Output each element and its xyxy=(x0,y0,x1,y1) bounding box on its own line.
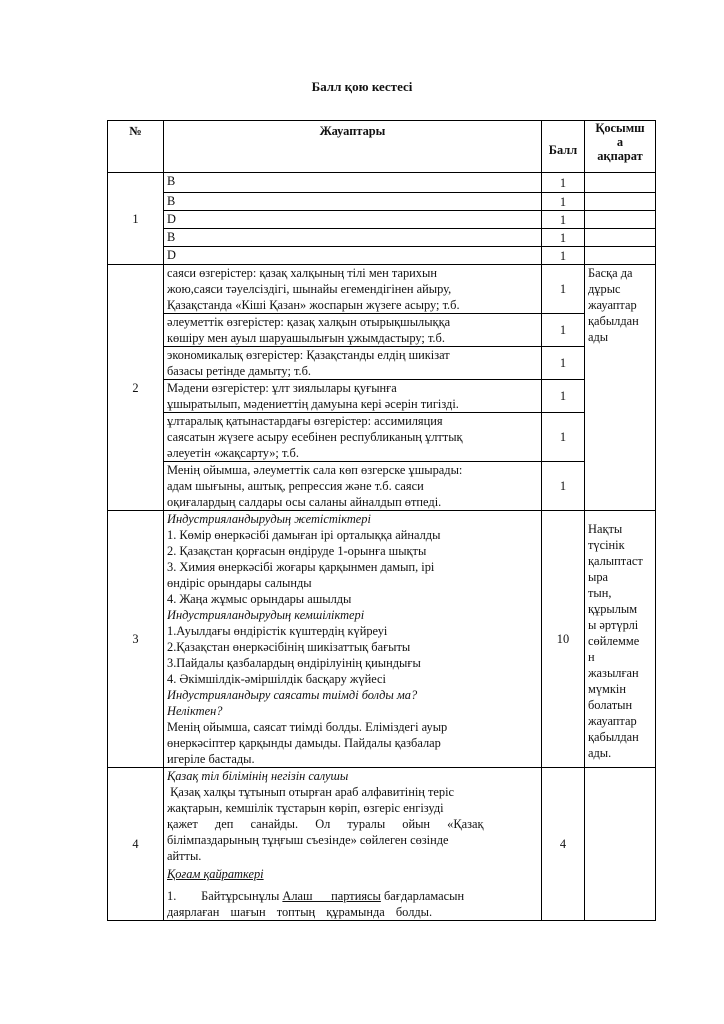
score-cell: 1 xyxy=(542,314,585,347)
extra-line: жауаптар xyxy=(588,298,637,312)
answer-cell xyxy=(164,347,542,380)
table-header-row xyxy=(108,121,656,173)
answer-line: ұлтаралық қатынастардағы өзгерістер: ассимиляция xyxy=(167,414,443,428)
score-cell: 1 xyxy=(542,211,585,229)
table-row xyxy=(108,511,656,768)
extra-cell xyxy=(585,265,656,511)
extra-line: ыра xyxy=(588,570,609,584)
header-additional-info xyxy=(585,121,656,173)
extra-line: Басқа да xyxy=(588,266,633,280)
answer-cell: B xyxy=(164,173,542,193)
extra-cell xyxy=(585,173,656,193)
score-cell: 1 xyxy=(542,247,585,265)
list-item-prefix: 1. Байтұрсынұлы xyxy=(167,889,283,903)
extra-line: мүмкін xyxy=(588,682,626,696)
question-number: 3 xyxy=(108,511,164,768)
extra-cell xyxy=(585,768,656,921)
answer-line xyxy=(167,888,538,904)
table-row xyxy=(108,380,656,413)
extra-line: ады. xyxy=(588,746,612,760)
answer-line: саясатын жүзеге асыру есебінен республиканың ұлттық xyxy=(167,430,463,444)
answer-line: 1.Ауылдағы өндірістік күштердің күйреуі xyxy=(167,624,388,638)
header-answers: Жауаптары xyxy=(164,121,542,173)
question-number: 1 xyxy=(108,173,164,265)
answer-cell: D xyxy=(164,211,542,229)
score-cell: 1 xyxy=(542,173,585,193)
answer-line: әлеуметтік өзгерістер: қазақ халқын отырықшылыққа xyxy=(167,315,451,329)
table-row xyxy=(108,314,656,347)
answer-line: игеріле бастады. xyxy=(167,752,255,766)
list-item-suffix: бағдарламасын xyxy=(380,889,465,903)
answer-cell xyxy=(164,413,542,462)
answer-line: адам шығыны, аштық, репрессия және т.б. саяси xyxy=(167,479,424,493)
answer-heading: Неліктен? xyxy=(167,704,223,718)
header-number: № xyxy=(108,121,164,173)
table-row xyxy=(108,413,656,462)
answer-line: Менің ойымша, әлеуметтік сала көп өзгерске ұшырады: xyxy=(167,463,463,477)
table-row xyxy=(108,229,656,247)
answer-line: 4. Әкімшілдік-әміршілдік басқару жүйесі xyxy=(167,672,386,686)
table-row xyxy=(108,265,656,314)
extra-line: Нақты xyxy=(588,522,623,536)
score-cell: 1 xyxy=(542,413,585,462)
answer-cell xyxy=(164,314,542,347)
score-cell: 10 xyxy=(542,511,585,768)
score-cell: 1 xyxy=(542,347,585,380)
answer-line: білімпаздарының тұңғыш съезінде» сөйлеген сөзінде xyxy=(167,833,449,847)
extra-line: н xyxy=(588,650,595,664)
answer-line: экономикалық өзгерістер: Қазақстанды елдің шикізат xyxy=(167,348,450,362)
alash-party-link-text: Алаш партиясы xyxy=(282,889,381,903)
answer-line: жақтарын, кемшілік тұстарын көріп, өзгеріс енгізуді xyxy=(167,801,444,815)
scoring-table xyxy=(107,120,656,921)
answer-line: 3. Химия өнеркәсібі жоғары қарқынмен дамып, ірі xyxy=(167,560,435,574)
score-cell: 1 xyxy=(542,193,585,211)
answer-heading: Қазақ тіл білімінің негізін салушы xyxy=(167,769,349,783)
extra-line: қалыптаст xyxy=(588,554,643,568)
page-title: Балл қою кестесі xyxy=(311,79,413,94)
table-row xyxy=(108,768,656,921)
score-cell: 4 xyxy=(542,768,585,921)
answer-line: Қазақстанда «Кіші Қазан» жоспарын жүзеге асыру; т.б. xyxy=(167,298,460,312)
extra-cell xyxy=(585,511,656,768)
answer-cell: B xyxy=(164,193,542,211)
answer-line: әлеуетін «жақсарту»; т.б. xyxy=(167,446,299,460)
table-row xyxy=(108,462,656,511)
answer-line: қажет деп санайды. Ол туралы ойын «Қазақ xyxy=(167,817,484,831)
score-cell: 1 xyxy=(542,462,585,511)
answer-line: 3.Пайдалы қазбалардың өндірілуінің қиындығы xyxy=(167,656,421,670)
answer-line: 2. Қазақстан қорғасын өндіруде 1-орынға шықты xyxy=(167,544,427,558)
header-extra-line: ақпарат xyxy=(597,149,643,163)
table-row xyxy=(108,247,656,265)
extra-line: қабылдан xyxy=(588,314,639,328)
extra-line: дұрыс xyxy=(588,282,621,296)
table-row xyxy=(108,211,656,229)
question-number: 4 xyxy=(108,768,164,921)
extra-line: ады xyxy=(588,330,609,344)
score-cell: 1 xyxy=(542,380,585,413)
answer-line: көшіру мен ауыл шаруашылығын ұжымдастыру; т.б. xyxy=(167,331,445,345)
extra-line: ы әртүрлі xyxy=(588,618,639,632)
answer-line: өндіріс орындары салынды xyxy=(167,576,312,590)
extra-line: тын, xyxy=(588,586,612,600)
answer-line: 1. Көмір өнеркәсібі дамыған ірі орталыққа айналды xyxy=(167,528,441,542)
extra-line: болатын xyxy=(588,698,633,712)
table-row xyxy=(108,193,656,211)
answer-line: өнеркәсіптер қарқынды дамыды. Пайдалы қазбалар xyxy=(167,736,441,750)
question-number: 2 xyxy=(108,265,164,511)
answer-line: оқиғалардың салдары осы саланы айналдып өтпеді. xyxy=(167,495,442,509)
header-extra-line: Қосымш xyxy=(595,121,645,135)
answer-line: саяси өзгерістер: қазақ халқының тілі мен тарихын xyxy=(167,266,437,280)
answer-heading: Индустрияландырудың кемшіліктері xyxy=(167,608,365,622)
extra-line: жазылған xyxy=(588,666,639,680)
answer-cell xyxy=(164,265,542,314)
header-extra-line: а xyxy=(616,135,624,149)
answer-cell xyxy=(164,768,542,921)
header-score: Балл xyxy=(542,121,585,173)
answer-cell: B xyxy=(164,229,542,247)
answer-heading: Индустрияландыру саясаты тиімді болды ма? xyxy=(167,688,418,702)
extra-line: құрылым xyxy=(588,602,638,616)
answer-cell xyxy=(164,380,542,413)
answer-line: даярлаған шағын топтың құрамында болды. xyxy=(167,905,433,919)
answer-cell: D xyxy=(164,247,542,265)
extra-line: сөйлемме xyxy=(588,634,640,648)
extra-cell xyxy=(585,193,656,211)
answer-cell xyxy=(164,462,542,511)
answer-line: Менің ойымша, саясат тиімді болды. Еліміздегі ауыр xyxy=(167,720,448,734)
extra-cell xyxy=(585,229,656,247)
score-cell: 1 xyxy=(542,229,585,247)
answer-line: базасы ретінде дамыту; т.б. xyxy=(167,364,311,378)
answer-heading: Индустрияландырудың жетістіктері xyxy=(167,512,371,526)
score-cell: 1 xyxy=(542,265,585,314)
extra-cell xyxy=(585,211,656,229)
answer-line: Мәдени өзгерістер: ұлт зиялылары қуғынға xyxy=(167,381,397,395)
answer-line: жою,саяси тәуелсіздігі, шынайы егемендігінен айыру, xyxy=(167,282,452,296)
answer-line: Қазақ халқы тұтынып отырған араб алфавитінің теріс xyxy=(167,785,455,799)
extra-line: түсінік xyxy=(588,538,625,552)
extra-cell xyxy=(585,247,656,265)
extra-line: қабылдан xyxy=(588,730,639,744)
answer-line: ұшыратылып, мәдениеттің дамуына кері әсерін тигізді. xyxy=(167,397,459,411)
answer-line: айтты. xyxy=(167,849,202,863)
answer-heading: Қоғам қайраткері xyxy=(167,867,264,881)
extra-line: жауаптар xyxy=(588,714,637,728)
answer-line: 2.Қазақстан өнеркәсібінің шикізаттық бағыты xyxy=(167,640,411,654)
table-row xyxy=(108,173,656,193)
table-row xyxy=(108,347,656,380)
answer-line: 4. Жаңа жұмыс орындары ашылды xyxy=(167,592,352,606)
answer-cell xyxy=(164,511,542,768)
